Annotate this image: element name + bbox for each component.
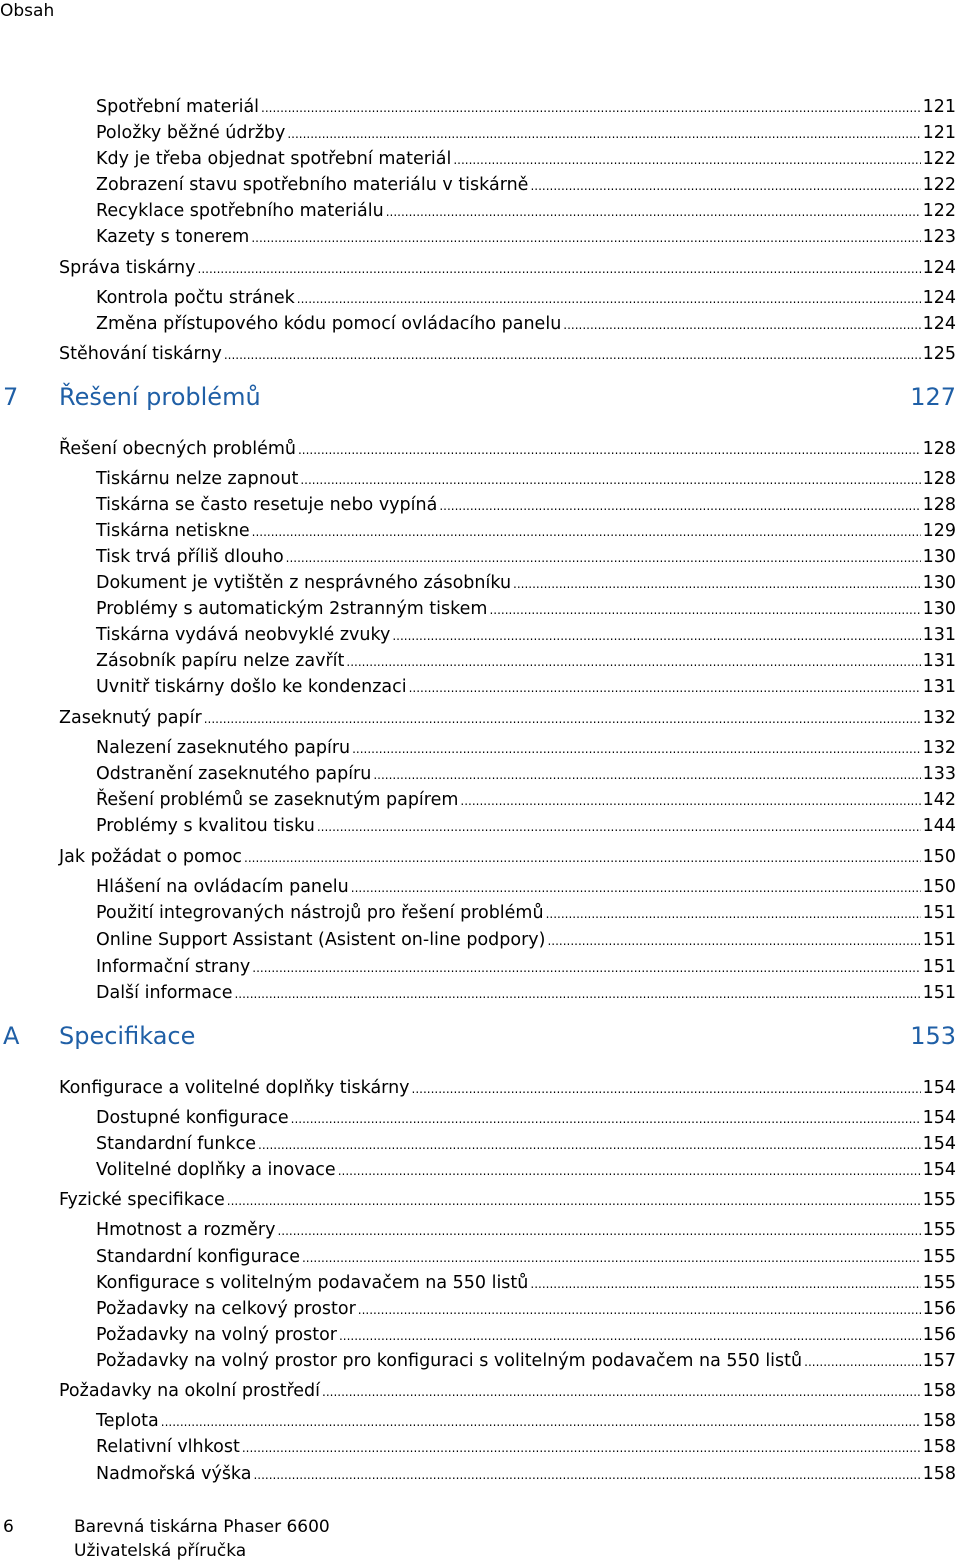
- toc-entry[interactable]: [96, 546, 956, 569]
- toc-entry-page: 123: [922, 227, 956, 247]
- toc-leader: [563, 314, 920, 336]
- toc-leader: [252, 521, 921, 543]
- toc-entry[interactable]: [96, 200, 956, 223]
- toc-entry-page: 155: [922, 1220, 956, 1240]
- toc-leader: [234, 983, 920, 1005]
- toc-leader: [513, 573, 921, 595]
- toc-entry[interactable]: [96, 572, 956, 595]
- toc-leader: [300, 469, 920, 491]
- toc-leader: [489, 599, 920, 621]
- toc-entry-title: Recyklace spotřebního materiálu: [96, 201, 384, 221]
- toc-entry-page: 124: [922, 314, 956, 334]
- toc-entry-page: 121: [922, 123, 956, 143]
- toc-leader: [204, 708, 921, 730]
- toc-entry-page: 133: [922, 764, 956, 784]
- toc-entry-title: Řešení problémů se zaseknutým papírem: [96, 790, 459, 810]
- toc-entry-title: Standardní konfigurace: [96, 1247, 300, 1267]
- toc-entry-page: 154: [922, 1160, 956, 1180]
- toc-entry-page: 155: [922, 1190, 956, 1210]
- toc-entry-title: Teplota: [96, 1411, 159, 1431]
- toc-entry-page: 132: [922, 738, 956, 758]
- appendix-heading[interactable]: [0, 1019, 956, 1053]
- toc-leader: [409, 677, 921, 699]
- toc-entry[interactable]: [96, 122, 956, 145]
- toc-leader: [302, 1247, 921, 1269]
- toc-entry-page: 155: [922, 1273, 956, 1293]
- toc-leader: [253, 1464, 920, 1486]
- toc-leader: [161, 1411, 921, 1433]
- toc-entry[interactable]: [96, 982, 956, 1005]
- footer-guide-name: Uživatelská příručka: [74, 1541, 247, 1561]
- toc-leader: [439, 495, 920, 517]
- toc-entry-page: 131: [922, 677, 956, 697]
- toc-entry-page: 151: [922, 930, 956, 950]
- toc-leader: [352, 738, 920, 760]
- toc-leader: [338, 1160, 921, 1182]
- toc-entry[interactable]: [96, 929, 956, 952]
- toc-entry-page: 122: [922, 175, 956, 195]
- toc-entry[interactable]: [96, 1246, 956, 1269]
- toc-entry-title: Požadavky na volný prostor pro konfiguraci s volitelným podavačem na 550 listů: [96, 1351, 803, 1371]
- toc-entry-page: 128: [922, 469, 956, 489]
- toc-entry-page: 142: [922, 790, 956, 810]
- toc-entry-page: 155: [922, 1247, 956, 1267]
- toc-entry-page: 128: [922, 439, 956, 459]
- toc-leader: [392, 625, 920, 647]
- toc-entry-page: 121: [922, 97, 956, 117]
- toc-entry-title: Problémy s automatickým 2stranným tiskem: [96, 599, 488, 619]
- toc-entry-page: 122: [922, 149, 956, 169]
- toc-entry-title: Tiskárna netiskne: [96, 521, 250, 541]
- toc-entry-page: 124: [922, 258, 956, 278]
- toc-entry[interactable]: [96, 598, 956, 621]
- toc-entry-title: Změna přístupového kódu pomocí ovládacího panelu: [96, 314, 562, 334]
- toc-entry-page: 122: [922, 201, 956, 221]
- toc-entry[interactable]: [96, 789, 956, 812]
- toc-entry-title: Uvnitř tiskárny došlo ke kondenzaci: [96, 677, 407, 697]
- toc-entry-title: Položky běžné údržby: [96, 123, 286, 143]
- toc-entry-page: 156: [922, 1299, 956, 1319]
- toc-leader: [261, 97, 921, 119]
- toc-entry[interactable]: [96, 1463, 956, 1486]
- toc-entry-title: Tisk trvá příliš dlouho: [96, 547, 284, 567]
- chapter-number: 7: [3, 383, 19, 411]
- toc-entry-title: Zásobník papíru nelze zavřít: [96, 651, 345, 671]
- toc-entry[interactable]: [59, 1380, 956, 1403]
- toc-leader: [227, 1190, 921, 1212]
- toc-entry-page: 154: [922, 1108, 956, 1128]
- toc-entry[interactable]: [96, 520, 956, 543]
- toc-entry-title: Standardní funkce: [96, 1134, 256, 1154]
- toc-entry-page: 128: [922, 495, 956, 515]
- toc-entry-title: Použití integrovaných nástrojů pro řešení problémů: [96, 903, 544, 923]
- toc-entry-title: Tiskárna se často resetuje nebo vypíná: [96, 495, 438, 515]
- toc-entry[interactable]: [59, 1077, 956, 1100]
- toc-entry-title: Relativní vlhkost: [96, 1437, 240, 1457]
- toc-entry[interactable]: [96, 763, 956, 786]
- toc-entry[interactable]: [96, 1436, 956, 1459]
- toc-entry[interactable]: [96, 1298, 956, 1321]
- toc-leader: [287, 123, 920, 145]
- toc-entry-page: 154: [922, 1134, 956, 1154]
- toc-entry-title: Požadavky na celkový prostor: [96, 1299, 356, 1319]
- toc-entry[interactable]: [96, 1133, 956, 1156]
- toc-entry-page: 158: [922, 1411, 956, 1431]
- toc-entry[interactable]: [96, 468, 956, 491]
- toc-leader: [373, 764, 920, 786]
- toc-entry-page: 157: [922, 1351, 956, 1371]
- toc-entry-page: 132: [922, 708, 956, 728]
- toc-entry[interactable]: [96, 1107, 956, 1130]
- toc-leader: [251, 227, 920, 249]
- toc-leader: [317, 816, 921, 838]
- toc-entry[interactable]: [96, 815, 956, 838]
- chapter-title: Řešení problémů: [59, 383, 261, 411]
- toc-entry[interactable]: [96, 624, 956, 647]
- toc-entry[interactable]: [59, 257, 956, 280]
- toc-entry[interactable]: [96, 174, 956, 197]
- toc-entry-title: Zobrazení stavu spotřebního materiálu v tiskárně: [96, 175, 529, 195]
- toc-entry[interactable]: [59, 1189, 956, 1212]
- toc-leader: [530, 1273, 920, 1295]
- toc-entry-page: 154: [922, 1078, 956, 1098]
- toc-leader: [242, 1437, 921, 1459]
- toc-entry-page: 130: [922, 547, 956, 567]
- toc-entry-title: Jak požádat o pomoc: [59, 847, 243, 867]
- toc-entry-page: 158: [922, 1464, 956, 1484]
- toc-entry[interactable]: [96, 96, 956, 119]
- appendix-letter: A: [3, 1022, 20, 1050]
- toc-entry-title: Řešení obecných problémů: [59, 439, 296, 459]
- toc-entry-page: 151: [922, 903, 956, 923]
- toc-entry-title: Informační strany: [96, 957, 251, 977]
- toc-entry-title: Hlášení na ovládacím panelu: [96, 877, 349, 897]
- toc-leader: [453, 149, 920, 171]
- toc-leader: [298, 439, 921, 461]
- toc-leader: [286, 547, 921, 569]
- chapter-heading[interactable]: [0, 380, 956, 414]
- toc-entry-title: Nadmořská výška: [96, 1464, 252, 1484]
- toc-leader: [224, 344, 921, 366]
- appendix-page: 153: [910, 1022, 956, 1050]
- toc-leader: [804, 1351, 920, 1373]
- toc-entry[interactable]: [96, 1324, 956, 1347]
- toc-entry-title: Hmotnost a rozměry: [96, 1220, 276, 1240]
- toc-entry-page: 150: [922, 877, 956, 897]
- footer-page-number: 6: [3, 1517, 14, 1537]
- toc-entry[interactable]: [96, 1350, 956, 1373]
- toc-entry-title: Konfigurace s volitelným podavačem na 550 listů: [96, 1273, 529, 1293]
- toc-entry-title: Správa tiskárny: [59, 258, 196, 278]
- toc-leader: [198, 258, 921, 280]
- toc-entry-title: Dostupné konfigurace: [96, 1108, 289, 1128]
- toc-entry[interactable]: [96, 956, 956, 979]
- toc-leader: [358, 1299, 921, 1321]
- toc-entry[interactable]: [96, 737, 956, 760]
- toc-leader: [277, 1220, 920, 1242]
- toc-entry-page: 144: [922, 816, 956, 836]
- toc-leader: [291, 1108, 921, 1130]
- toc-leader: [346, 651, 920, 673]
- toc-leader: [252, 957, 920, 979]
- toc-entry-title: Kontrola počtu stránek: [96, 288, 295, 308]
- toc-entry[interactable]: [59, 438, 956, 461]
- toc-leader: [244, 847, 921, 869]
- toc-entry[interactable]: [96, 287, 956, 310]
- footer-product-name: Barevná tiskárna Phaser 6600: [74, 1517, 330, 1537]
- toc-entry[interactable]: [59, 846, 956, 869]
- toc-leader: [546, 903, 921, 925]
- toc-entry[interactable]: [96, 676, 956, 699]
- toc-entry-title: Problémy s kvalitou tisku: [96, 816, 315, 836]
- toc-leader: [339, 1325, 921, 1347]
- chapter-page: 127: [910, 383, 956, 411]
- toc-entry-page: 156: [922, 1325, 956, 1345]
- toc-entry[interactable]: [96, 1159, 956, 1182]
- toc-leader: [258, 1134, 921, 1156]
- toc-entry[interactable]: [59, 707, 956, 730]
- toc-entry-title: Tiskárna vydává neobvyklé zvuky: [96, 625, 391, 645]
- toc-entry-title: Požadavky na volný prostor: [96, 1325, 337, 1345]
- toc-entry-title: Zaseknutý papír: [59, 708, 202, 728]
- toc-entry[interactable]: [96, 1272, 956, 1295]
- toc-entry-page: 130: [922, 599, 956, 619]
- toc-entry-title: Kazety s tonerem: [96, 227, 250, 247]
- toc-entry-title: Spotřební materiál: [96, 97, 260, 117]
- toc-entry-title: Fyzické specifikace: [59, 1190, 225, 1210]
- toc-entry-title: Tiskárnu nelze zapnout: [96, 469, 299, 489]
- toc-leader: [351, 877, 921, 899]
- toc-entry[interactable]: [96, 902, 956, 925]
- toc-entry-page: 151: [922, 983, 956, 1003]
- toc-entry-page: 151: [922, 957, 956, 977]
- toc-entry-page: 130: [922, 573, 956, 593]
- toc-entry-page: 131: [922, 625, 956, 645]
- appendix-title: Specifikace: [59, 1022, 196, 1050]
- toc-entry-title: Volitelné doplňky a inovace: [96, 1160, 336, 1180]
- toc-entry-title: Nalezení zaseknutého papíru: [96, 738, 351, 758]
- toc-entry[interactable]: [96, 313, 956, 336]
- toc-entry-title: Konfigurace a volitelné doplňky tiskárny: [59, 1078, 410, 1098]
- toc-entry-title: Další informace: [96, 983, 233, 1003]
- toc-leader: [547, 930, 920, 952]
- toc-entry-page: 124: [922, 288, 956, 308]
- toc-entry[interactable]: [96, 876, 956, 899]
- toc-entry[interactable]: [59, 343, 956, 366]
- toc-entry-title: Kdy je třeba objednat spotřební materiál: [96, 149, 452, 169]
- toc-leader: [412, 1078, 921, 1100]
- toc-leader: [460, 790, 920, 812]
- toc-entry-title: Online Support Assistant (Asistent on-line podpory): [96, 930, 546, 950]
- page-header-title: Obsah: [0, 1, 55, 21]
- toc-entry-title: Odstranění zaseknutého papíru: [96, 764, 372, 784]
- toc-entry-title: Stěhování tiskárny: [59, 344, 222, 364]
- toc-leader: [297, 288, 921, 310]
- toc-entry[interactable]: [96, 148, 956, 171]
- toc-entry[interactable]: [96, 650, 956, 673]
- toc-entry[interactable]: [96, 226, 956, 249]
- toc-leader: [322, 1381, 921, 1403]
- toc-leader: [530, 175, 920, 197]
- toc-entry-page: 129: [922, 521, 956, 541]
- toc-entry[interactable]: [96, 494, 956, 517]
- toc-entry-page: 158: [922, 1381, 956, 1401]
- toc-leader: [386, 201, 921, 223]
- toc-entry-page: 125: [922, 344, 956, 364]
- toc-entry-page: 158: [922, 1437, 956, 1457]
- toc-entry-page: 150: [922, 847, 956, 867]
- toc-entry[interactable]: [96, 1219, 956, 1242]
- toc-entry-title: Dokument je vytištěn z nesprávného zásobníku: [96, 573, 512, 593]
- toc-entry-page: 131: [922, 651, 956, 671]
- toc-entry-title: Požadavky na okolní prostředí: [59, 1381, 320, 1401]
- toc-entry[interactable]: [96, 1410, 956, 1433]
